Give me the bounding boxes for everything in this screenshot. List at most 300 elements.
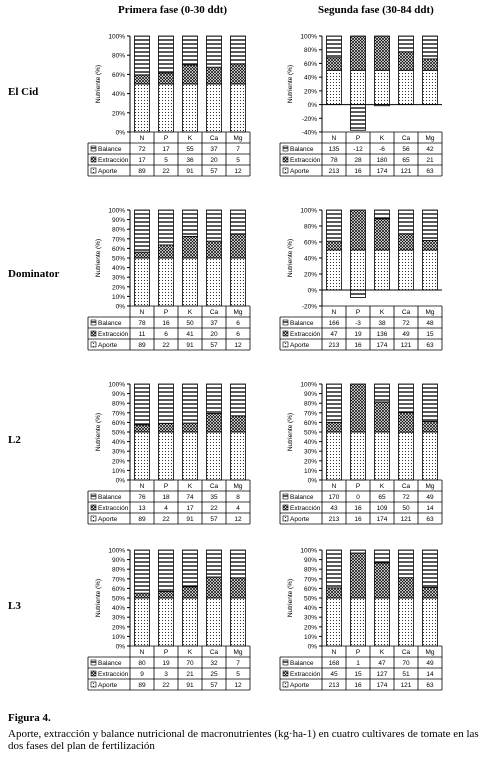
bar-aporte-mg <box>423 432 438 480</box>
caption-text: Aporte, extracción y balance nutricional de macronutrientes (kg·ha-1) en cuatro cultivares de tomate en las dos fases del plan de fertilización <box>8 728 479 752</box>
x-tick-label: Mg <box>425 649 435 656</box>
data-label: 22 <box>162 168 170 175</box>
bar-aporte-ca <box>399 598 414 646</box>
x-tick-label: Ca <box>401 483 411 490</box>
legend-swatch-aporte <box>91 342 96 347</box>
y-tick-label: 90% <box>111 217 125 225</box>
data-label: 20 <box>210 157 218 164</box>
y-axis-label: Nutriente (%) <box>95 412 102 452</box>
y-axis-label: Nutriente (%) <box>287 64 294 104</box>
bar-extraccion-mg <box>231 416 246 432</box>
data-label: 22 <box>162 682 170 689</box>
legend-swatch-extraccion <box>91 331 96 336</box>
bar-balance-ca <box>399 36 414 52</box>
data-label: 168 <box>328 660 340 667</box>
y-tick-label: 100% <box>300 33 317 41</box>
bar-balance-p <box>351 105 366 131</box>
bar-extraccion-mg <box>423 587 438 598</box>
legend-swatch-balance <box>283 660 288 665</box>
cultivar-label-l2: L2 <box>8 434 21 446</box>
bar-aporte-ca <box>399 250 414 290</box>
data-label: 70 <box>186 660 194 667</box>
y-tick-label: 60% <box>303 239 317 247</box>
legend-swatch-aporte <box>91 516 96 521</box>
x-tick-label: N <box>331 135 337 142</box>
x-tick-label: Ca <box>401 309 411 316</box>
data-label: 7 <box>236 146 240 153</box>
x-tick-label: K <box>379 649 385 656</box>
bar-aporte-ca <box>207 84 222 132</box>
bar-balance-ca <box>207 384 222 413</box>
chart-dominator-phase-1 <box>86 204 256 364</box>
legend-label-aporte: Aporte <box>290 516 310 523</box>
y-tick-label: 0% <box>307 287 317 295</box>
data-label: 72 <box>402 494 410 501</box>
data-label: 12 <box>234 516 242 523</box>
legend-label-balance: Balance <box>290 660 314 667</box>
data-label: 74 <box>186 494 194 501</box>
data-label: 76 <box>138 494 146 501</box>
bar-balance-p <box>159 210 174 245</box>
y-tick-label: 40% <box>303 605 317 613</box>
bar-balance-ca <box>399 384 414 412</box>
caption-title: Figura 4. <box>8 712 51 724</box>
bar-balance-p <box>159 36 174 73</box>
x-tick-label: K <box>379 135 385 142</box>
legend-label-aporte: Aporte <box>290 168 310 175</box>
y-tick-label: 20% <box>111 624 125 632</box>
legend-label-balance: Balance <box>290 320 314 327</box>
bar-extraccion-n <box>327 58 342 71</box>
data-label: 19 <box>354 331 362 338</box>
data-label: 17 <box>162 146 170 153</box>
data-label: 16 <box>354 516 362 523</box>
bar-aporte-p <box>159 598 174 646</box>
data-label: 4 <box>164 505 168 512</box>
y-tick-label: 0% <box>307 102 317 110</box>
data-label: 63 <box>426 682 434 689</box>
bar-balance-p <box>351 290 366 298</box>
x-tick-label: N <box>139 309 145 316</box>
y-tick-label: 50% <box>111 255 125 263</box>
x-tick-label: Ca <box>209 135 219 142</box>
data-label: 13 <box>138 505 146 512</box>
bar-balance-ca <box>207 550 222 577</box>
bar-aporte-mg <box>423 70 438 104</box>
x-tick-label: P <box>355 649 361 656</box>
legend-swatch-balance <box>91 494 96 499</box>
y-tick-label: 0% <box>115 303 125 311</box>
legend-swatch-extraccion <box>283 671 288 676</box>
legend-label-balance: Balance <box>290 494 314 501</box>
x-tick-label: P <box>355 309 361 316</box>
data-label: 5 <box>236 157 240 164</box>
bar-extraccion-p <box>351 36 366 70</box>
bar-extraccion-n <box>135 75 150 84</box>
bar-aporte-k <box>375 432 390 480</box>
data-label: 89 <box>138 516 146 523</box>
data-label: 16 <box>162 320 170 327</box>
figure-caption <box>8 712 496 752</box>
y-axis-label: Nutriente (%) <box>95 238 102 278</box>
bar-extraccion-mg <box>423 240 438 250</box>
bar-aporte-p <box>351 70 366 104</box>
data-label: 174 <box>376 516 388 523</box>
y-tick-label: 100% <box>108 547 125 555</box>
bar-balance-n <box>135 210 150 252</box>
bar-extraccion-n <box>327 422 342 432</box>
bar-balance-mg <box>423 384 438 421</box>
y-tick-label: 100% <box>300 381 317 389</box>
y-tick-label: 70% <box>111 236 125 244</box>
legend-label-extraccion: Extracción <box>290 671 321 678</box>
bar-balance-n <box>135 36 150 75</box>
data-label: 57 <box>210 168 218 175</box>
data-label: 91 <box>186 168 194 175</box>
y-tick-label: 100% <box>108 33 125 41</box>
bar-aporte-k <box>183 432 198 480</box>
data-label: 57 <box>210 516 218 523</box>
y-tick-label: 20% <box>111 458 125 466</box>
bar-aporte-ca <box>207 598 222 646</box>
bar-aporte-p <box>159 84 174 132</box>
legend-swatch-balance <box>283 320 288 325</box>
y-tick-label: 40% <box>111 605 125 613</box>
y-tick-label: 60% <box>303 60 317 68</box>
bar-balance-k <box>183 210 198 236</box>
bar-extraccion-p <box>159 73 174 84</box>
y-tick-label: 20% <box>111 284 125 292</box>
legend-label-balance: Balance <box>290 146 314 153</box>
bar-extraccion-n <box>327 588 342 598</box>
data-label: 174 <box>376 342 388 349</box>
data-label: 78 <box>138 320 146 327</box>
legend-label-extraccion: Extracción <box>98 505 129 512</box>
data-label: 21 <box>186 671 194 678</box>
y-tick-label: 70% <box>303 410 317 418</box>
data-label: 89 <box>138 342 146 349</box>
y-tick-label: 20% <box>303 458 317 466</box>
bar-aporte-mg <box>231 598 246 646</box>
legend-label-balance: Balance <box>98 146 122 153</box>
bar-extraccion-p <box>351 210 366 250</box>
legend-swatch-extraccion <box>91 157 96 162</box>
y-tick-label: 10% <box>111 293 125 301</box>
legend-label-extraccion: Extracción <box>98 157 129 164</box>
data-label: 47 <box>330 331 338 338</box>
data-label: 127 <box>376 671 388 678</box>
data-label: 37 <box>210 146 218 153</box>
bar-balance-n <box>327 384 342 422</box>
data-label: 8 <box>236 494 240 501</box>
x-tick-label: K <box>187 483 193 490</box>
x-tick-label: N <box>139 135 145 142</box>
data-label: 170 <box>328 494 340 501</box>
bar-extraccion-ca <box>207 67 222 84</box>
legend-swatch-balance <box>91 660 96 665</box>
data-label: 70 <box>402 660 410 667</box>
data-label: 38 <box>378 320 386 327</box>
bar-balance-p <box>351 550 366 553</box>
bar-extraccion-ca <box>399 52 414 70</box>
y-axis-label: Nutriente (%) <box>95 64 102 104</box>
y-tick-label: 70% <box>111 410 125 418</box>
x-tick-label: Ca <box>209 309 219 316</box>
data-label: 49 <box>426 494 434 501</box>
y-tick-label: 40% <box>303 74 317 82</box>
legend-swatch-aporte <box>91 682 96 687</box>
data-label: 180 <box>376 157 388 164</box>
data-label: 22 <box>162 342 170 349</box>
data-label: 19 <box>162 660 170 667</box>
y-tick-label: 50% <box>111 429 125 437</box>
y-tick-label: 60% <box>303 419 317 427</box>
y-tick-label: 30% <box>111 448 125 456</box>
bar-aporte-k <box>375 250 390 290</box>
y-axis-label: Nutriente (%) <box>287 238 294 278</box>
data-label: 16 <box>354 168 362 175</box>
chart-l2-phase-2 <box>278 378 448 538</box>
bar-aporte-ca <box>399 70 414 104</box>
bar-aporte-ca <box>207 258 222 306</box>
bar-aporte-n <box>327 70 342 104</box>
bar-extraccion-k <box>375 219 390 250</box>
legend-swatch-balance <box>91 320 96 325</box>
data-label: 12 <box>234 342 242 349</box>
y-tick-label: 90% <box>111 557 125 565</box>
bar-extraccion-p <box>159 245 174 258</box>
legend-swatch-extraccion <box>91 671 96 676</box>
legend-label-aporte: Aporte <box>98 516 118 523</box>
chart-l3-phase-2 <box>278 544 448 704</box>
bar-extraccion-mg <box>231 64 246 84</box>
y-tick-label: -20% <box>301 303 317 311</box>
y-tick-label: 100% <box>108 381 125 389</box>
y-tick-label: 0% <box>307 643 317 651</box>
bar-aporte-p <box>351 250 366 290</box>
bar-aporte-p <box>351 598 366 646</box>
data-label: 57 <box>210 342 218 349</box>
bar-extraccion-ca <box>207 577 222 598</box>
y-tick-label: 90% <box>303 557 317 565</box>
legend-label-extraccion: Extracción <box>290 505 321 512</box>
bar-extraccion-mg <box>231 234 246 258</box>
bar-aporte-mg <box>231 432 246 480</box>
data-label: 6 <box>236 331 240 338</box>
bar-aporte-k <box>375 598 390 646</box>
legend-swatch-extraccion <box>283 331 288 336</box>
legend-label-aporte: Aporte <box>98 682 118 689</box>
legend-swatch-extraccion <box>283 505 288 510</box>
bar-balance-ca <box>207 36 222 67</box>
data-label: 36 <box>186 157 194 164</box>
bar-aporte-n <box>135 432 150 480</box>
data-label: 42 <box>426 146 434 153</box>
y-tick-label: 60% <box>111 585 125 593</box>
legend-swatch-extraccion <box>283 157 288 162</box>
y-tick-label: 0% <box>115 477 125 485</box>
data-label: 5 <box>236 671 240 678</box>
x-tick-label: Mg <box>425 135 435 142</box>
y-tick-label: 80% <box>303 400 317 408</box>
data-label: 21 <box>426 157 434 164</box>
bar-extraccion-n <box>327 241 342 250</box>
data-label: -6 <box>379 146 385 153</box>
bar-extraccion-mg <box>423 59 438 70</box>
data-label: 174 <box>376 168 388 175</box>
chart-el-cid-phase-2 <box>278 30 448 190</box>
data-label: 25 <box>210 671 218 678</box>
data-label: 49 <box>426 660 434 667</box>
bar-aporte-n <box>135 258 150 306</box>
y-tick-label: 0% <box>115 643 125 651</box>
bar-balance-mg <box>423 36 438 59</box>
legend-swatch-aporte <box>283 342 288 347</box>
bar-balance-ca <box>207 210 222 241</box>
data-label: 213 <box>328 682 340 689</box>
data-label: 91 <box>186 682 194 689</box>
x-tick-label: K <box>187 309 193 316</box>
data-label: 80 <box>138 660 146 667</box>
data-label: 32 <box>210 660 218 667</box>
data-label: 16 <box>354 505 362 512</box>
bar-extraccion-ca <box>207 241 222 258</box>
y-tick-label: -20% <box>301 115 317 123</box>
y-tick-label: 80% <box>303 47 317 55</box>
data-label: 22 <box>210 505 218 512</box>
data-label: 65 <box>402 157 410 164</box>
y-tick-label: 20% <box>303 624 317 632</box>
data-label: 55 <box>186 146 194 153</box>
data-label: 121 <box>400 516 412 523</box>
x-tick-label: Ca <box>209 483 219 490</box>
y-tick-label: 40% <box>111 439 125 447</box>
x-tick-label: P <box>163 309 169 316</box>
x-tick-label: Mg <box>233 135 243 142</box>
data-label: 135 <box>328 146 340 153</box>
x-tick-label: P <box>355 135 361 142</box>
x-tick-label: Ca <box>401 649 411 656</box>
bar-balance-n <box>135 550 150 593</box>
bar-aporte-mg <box>231 84 246 132</box>
x-tick-label: Mg <box>425 309 435 316</box>
data-label: 37 <box>210 320 218 327</box>
phase-title-1: Primera fase (0-30 ddt) <box>118 4 228 16</box>
y-tick-label: 80% <box>111 566 125 574</box>
y-tick-label: 90% <box>303 391 317 399</box>
legend-swatch-extraccion <box>91 505 96 510</box>
bar-extraccion-n <box>135 425 150 432</box>
chart-dominator-phase-2 <box>278 204 448 364</box>
data-label: 213 <box>328 516 340 523</box>
y-tick-label: 80% <box>303 566 317 574</box>
bar-extraccion-k <box>183 423 198 432</box>
bar-aporte-n <box>327 432 342 480</box>
bar-extraccion-k <box>183 587 198 598</box>
x-tick-label: P <box>163 483 169 490</box>
data-label: 89 <box>138 168 146 175</box>
y-axis-label: Nutriente (%) <box>287 412 294 452</box>
x-tick-label: N <box>331 309 337 316</box>
bar-aporte-k <box>375 70 390 104</box>
x-tick-label: P <box>163 135 169 142</box>
bar-balance-k <box>183 550 198 587</box>
data-label: 50 <box>186 320 194 327</box>
bar-balance-k <box>183 384 198 423</box>
data-label: 63 <box>426 516 434 523</box>
y-tick-label: 80% <box>111 400 125 408</box>
data-label: 16 <box>354 682 362 689</box>
x-tick-label: Mg <box>233 483 243 490</box>
y-axis-label: Nutriente (%) <box>95 578 102 618</box>
data-label: 65 <box>378 494 386 501</box>
y-tick-label: 10% <box>303 467 317 475</box>
data-label: 78 <box>330 157 338 164</box>
data-label: 47 <box>378 660 386 667</box>
bar-balance-mg <box>231 384 246 416</box>
y-tick-label: 30% <box>111 274 125 282</box>
chart-el-cid-phase-1 <box>86 30 256 190</box>
data-label: 121 <box>400 682 412 689</box>
data-label: 22 <box>162 516 170 523</box>
y-tick-label: 60% <box>111 71 125 79</box>
x-tick-label: N <box>331 649 337 656</box>
legend-label-aporte: Aporte <box>98 168 118 175</box>
y-tick-label: 90% <box>111 391 125 399</box>
data-label: 35 <box>210 494 218 501</box>
y-tick-label: 100% <box>300 207 317 215</box>
x-tick-label: K <box>187 135 193 142</box>
data-label: 121 <box>400 168 412 175</box>
data-label: 50 <box>402 505 410 512</box>
data-label: 11 <box>138 331 146 338</box>
legend-label-extraccion: Extracción <box>290 157 321 164</box>
data-label: 89 <box>138 682 146 689</box>
data-label: 41 <box>186 331 194 338</box>
bar-aporte-k <box>183 258 198 306</box>
x-tick-label: N <box>139 649 145 656</box>
data-label: 5 <box>164 157 168 164</box>
data-label: 72 <box>402 320 410 327</box>
data-label: 91 <box>186 342 194 349</box>
bar-extraccion-n <box>135 252 150 258</box>
bar-balance-mg <box>231 210 246 234</box>
y-tick-label: 20% <box>111 110 125 118</box>
bar-balance-n <box>135 384 150 425</box>
y-tick-label: 60% <box>303 585 317 593</box>
y-tick-label: 20% <box>303 271 317 279</box>
bar-aporte-p <box>351 432 366 480</box>
data-label: 17 <box>138 157 146 164</box>
bar-balance-ca <box>399 210 414 234</box>
legend-swatch-balance <box>283 494 288 499</box>
data-label: 91 <box>186 516 194 523</box>
y-tick-label: 80% <box>111 52 125 60</box>
bar-extraccion-k <box>375 402 390 432</box>
y-tick-label: 10% <box>111 467 125 475</box>
data-label: 0 <box>356 494 360 501</box>
legend-label-extraccion: Extracción <box>98 331 129 338</box>
data-label: 12 <box>234 168 242 175</box>
x-tick-label: K <box>379 483 385 490</box>
bar-balance-k <box>375 550 390 563</box>
bar-extraccion-k <box>183 65 198 84</box>
bar-aporte-n <box>327 250 342 290</box>
x-tick-label: Ca <box>401 135 411 142</box>
cultivar-label-dominator: Dominator <box>8 268 60 280</box>
data-label: 15 <box>354 671 362 678</box>
bar-extraccion-p <box>159 591 174 598</box>
